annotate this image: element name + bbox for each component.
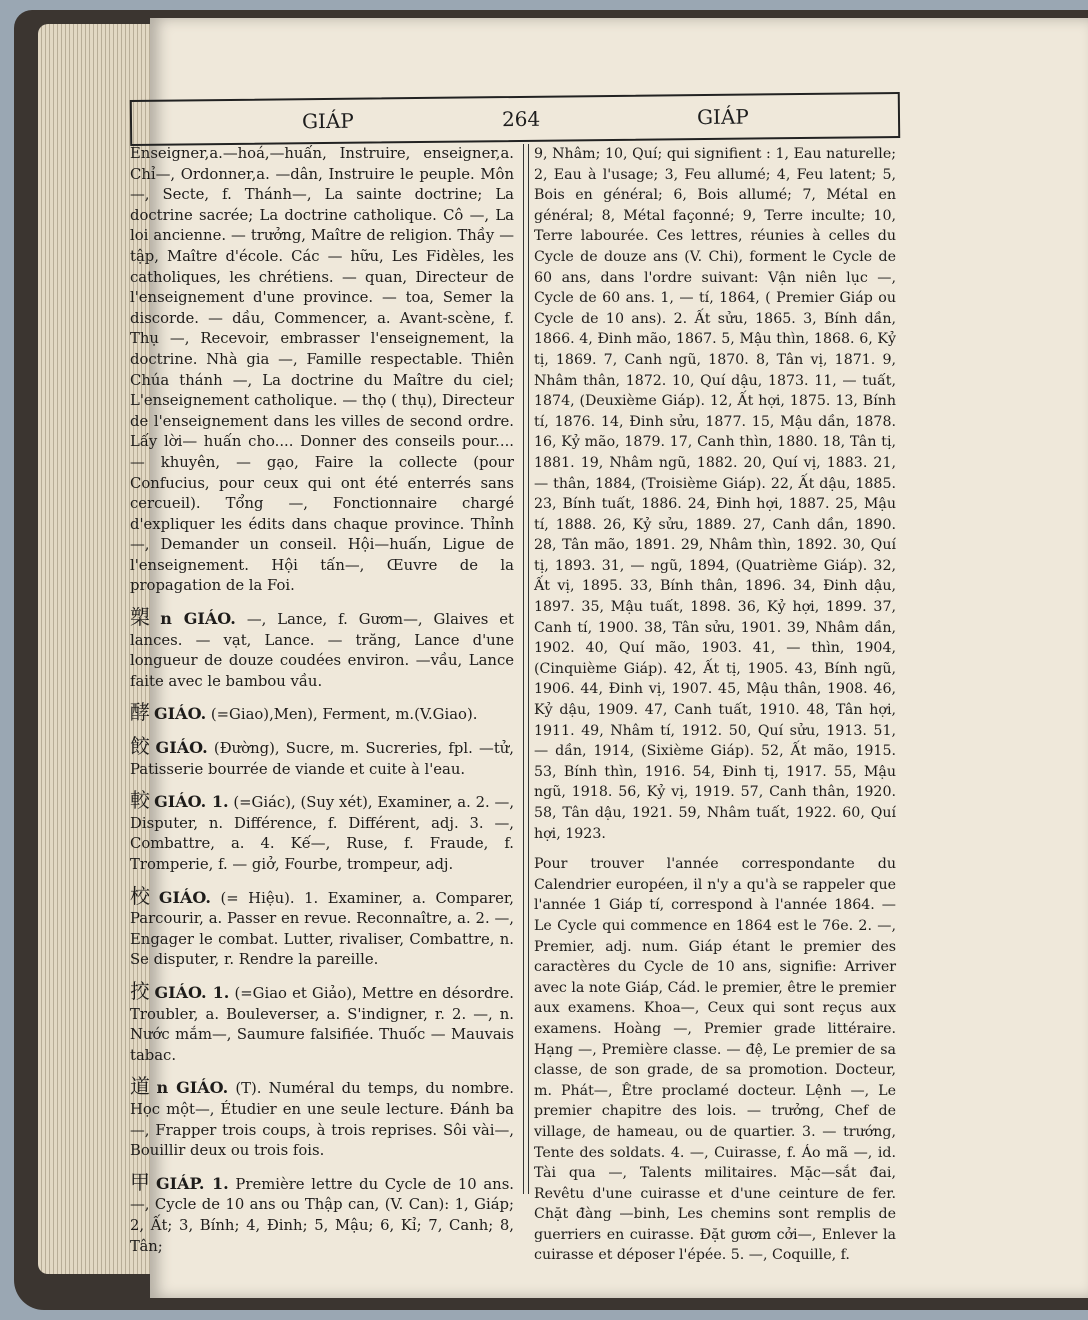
column-divider [523, 144, 529, 1194]
lemma: GIÁO. [155, 738, 208, 758]
entry [130, 790, 514, 875]
definition: (Đường), Sucre, m. Sucreries, fpl. —tử, Patisserie bourrée de viande et cuite à l'eau. [130, 740, 514, 778]
lemma: GIÁO. [154, 704, 207, 724]
lemma: GIÁO. 1. [154, 792, 229, 812]
lemma: GIÁP. 1. [155, 1173, 229, 1193]
entry-continuation [130, 144, 514, 597]
right-column [534, 144, 896, 1276]
definition: —, Lance, f. Gươm—, Glaives et lances. — vạt, Lance. — trăng, Lance d'une longueur de douze coudées environ. —vầu, Lance faite avec le bambou vầu. [130, 611, 515, 690]
definition: (T). Numéral du temps, du nombre. Học một—, Étudier en une seule lecture. Đánh ba—, Frapper trois coups, à trois reprises. Sôi vài—, Bouillir deux ou trois fois. [130, 1080, 514, 1160]
entry [130, 978, 514, 1066]
lemma: GIÁO. [158, 887, 211, 907]
entry [130, 607, 514, 692]
entry-text: 9, Nhâm; 10, Quí; qui signifient : 1, Eau naturelle; 2, Eau à l'usage; 3, Feu allumé; 4, Feu latent; 5, Bois en général; 6, Bois allumé; 7, Métal en général; 8, Métal façonné; 9, Terre inculte; 10, Terre labourée. Ces lettres, réunies à celles du Cycle de douze ans (V. Chi), forment le Cycle de 60 ans, dans l'ordre suivant: Vận niên lục —, Cycle de 60 ans. 1, — tí, 1864, ( Premier Giáp ou Cycle de 10 ans). 2. Ất sửu, 1865. 3, Bính dần, 1866. 4, Đinh mão, 1867. 5, Mậu thìn, 1868. 6, Kỷ tị, 1869. 7, Canh ngũ, 1870. 8, Tân vị, 1871. 9, Nhâm thân, 1872. 10, Quí dậu, 1873. 11, — tuất, 1874, (Deuxième Giáp). 12, Ất hợi, 1875. 13, Bính tí, 1876. 14, Đinh sửu, 1877. 15, Mậu dần, 1878. 16, Kỷ mão, 1879. 17, Canh thìn, 1880. 18, Tân tị, 1881. 19, Nhâm ngũ, 1882. 20, Quí vị, 1883. 21, — thân, 1884, (Troisième Giáp). 22, Ất dậu, 1885. 23, Bính tuất, 1886. 24, Đinh hợi, 1887. 25, Mậu tí, 1888. 26, Kỷ sửu, 1889. 27, Canh dần, 1890. 28, Tân mão, 1891. 29, Nhâm thìn, 1892. 30, Quí tị, 1893. 31, — ngũ, 1894, (Quatrième Giáp). 32, Ất vị, 1895. 33, Bính thân, 1896. 34, Đinh dậu, 1897. 35, Mậu tuất, 1898. 36, Kỷ hợi, 1899. 37, Canh tí, 1900. 38, Tân sửu, 1901. 39, Nhâm dần, 1902. 40, Quí mão, 1903. 41, — thìn, 1904, (Cinquième Giáp). 42, Ất tị, 1905. 43, Bính ngũ, 1906. 44, Đinh vị, 1907. 45, Mậu thân, 1908. 46, Kỷ dậu, 1909. 47, Canh tuất, 1910. 48, Tân hợi, 1911. 49, Nhâm tí, 1912. 50, Quí sửu, 1913. 51, — dần, 1914, (Sixième Giáp). 52, Ất mão, 1915. 53, Bính thìn, 1916. 54, Đinh tị, 1917. 55, Mậu ngũ, 1918. 56, Kỷ vị, 1919. 57, Canh thân, 1920. 58, Tân dậu, 1921. 59, Nhâm tuất, 1922. 60, Quí hợi, 1923. [534, 146, 896, 842]
han-character: 較 [130, 788, 151, 813]
definition: (=Giao),Men), Ferment, m.(V.Giao). [206, 706, 478, 724]
han-character: 槊 [130, 605, 157, 630]
running-header [130, 92, 900, 146]
entry-continuation [534, 854, 896, 1266]
definition: Première lettre du Cycle de 10 ans. —, Cycle de 10 ans ou Thập can, (V. Can): 1, Giáp; 2, Ất; 3, Bính; 4, Đinh; 5, Mậu; 6, Kỉ; 7, Canh; 8, Tân; [130, 1175, 514, 1255]
right-headword: GIÁP [696, 104, 749, 130]
han-character: 道 [130, 1074, 153, 1099]
left-headword: GIÁP [301, 108, 354, 134]
han-character: 挍 [130, 978, 151, 1003]
lemma: n GIÁO. [160, 609, 236, 629]
entry [130, 1169, 514, 1257]
left-column [130, 144, 514, 1267]
entry [130, 736, 514, 780]
lemma: GIÁO. 1. [154, 982, 230, 1002]
han-character: 校 [130, 883, 155, 908]
han-character: 甲 [130, 1169, 152, 1194]
page-number: 264 [501, 106, 541, 132]
entry [130, 883, 515, 971]
definition: (=Giác), (Suy xét), Examiner, a. 2. —, Disputer, n. Différence, f. Différent, adj. 3. —, Combattre, a. 4. Kế—, Ruse, f. Fraude, f. Tromperie, f. — giở, Fourbe, trompeur, adj. [130, 794, 515, 873]
definition: (= Hiệu). 1. Examiner, a. Comparer, Parcourir, a. Passer en revue. Reconnaître, a. 2. —, Engager le combat. Lutter, rivaliser, Combattre, n. Se disputer, r. Rendre la pareille. [130, 889, 515, 969]
han-character: 餃 [130, 734, 152, 759]
entry [130, 1076, 514, 1161]
entry-text: Pour trouver l'année correspondante du Calendrier européen, il n'y a qu'à se rappeler que l'année 1 Giáp tí, correspond à l'année 1864. — Le Cycle qui commence en 1864 est le 76e. 2. —, Premier, adj. num. Giáp étant le premier des caractères du Cycle de 10 ans, signifie: Arriver avec la note Giáp, Cád. le premier, être le premier aux examens. Khoa—, Ceux qui sont reçus aux examens. Hoàng —, Premier grade littéraire. Hạng —, Première classe. — đệ, Le premier de sa classe, de son grade, de sa promotion. Docteur, m. Phát—, Être proclamé docteur. Lệnh —, Le premier chapitre des lois. — trưởng, Chef de village, de hameau, ou de quartier. 3. — trướng, Tente des soldats. 4. —, Cuirasse, f. Áo mã —, id. Tài qua —, Talents militaires. Mặc—sắt đai, Revêtu d'une cuirasse et d'une ceinture de fer. Chặt đàng —binh, Les chemins sont remplis de guerriers en cuirasse. Đặt gươm cởi—, Enlever la cuirasse et déposer l'épée. 5. —, Coquille, f. [534, 856, 896, 1264]
lemma: n GIÁO. [156, 1078, 229, 1098]
entry-continuation [534, 144, 896, 844]
han-character: 酵 [130, 700, 150, 725]
definition: (=Giao et Giảo), Mettre en désordre. Troubler, a. Bouleverser, a. S'indigner, r. 2. —, n. Nước mắm—, Saumure falsifiée. Thuốc — Mauvais tabac. [130, 984, 514, 1064]
entry-text: Enseigner,a.—hoá,—huấn, Instruire, enseigner,a. Chỉ—, Ordonner,a. —dân, Instruire le peuple. Môn —, Secte, f. Thánh—, La sainte doctrine; La doctrine sacrée; La doctrine catholique. Cô —, La loi ancienne. — trưởng, Maître de religion. Thầy — tập, Maître d'école. Các — hữu, Les Fidèles, les catholiques, les chrétiens. — quan, Directeur de l'enseignement d'une province. — toa, Semer la discorde. — dầu, Commencer, a. Avant-scène, f. Thụ —, Recevoir, embrasser l'enseignement, la doctrine. Nhà gia —, Famille respectable. Thiên Chúa thánh —, La doctrine du Maître du ciel; L'enseignement catholique. — thọ ( thụ), Directeur de l'enseignement dans les villes de second ordre. Lấy lời— huấn cho.... Donner des conseils pour.... — khuyên, — gạo, Faire la collecte (pour Confucius, pour ceux qui ont été enterrés sans cercueil). Tổng —, Fonctionnaire chargé d'expliquer les édits dans chaque province. Thỉnh—, Demander un conseil. Hội—huấn, Ligue de l'enseignement. Hội tấn—, Œuvre de la propagation de la Foi. [130, 145, 514, 595]
entry [130, 702, 514, 726]
